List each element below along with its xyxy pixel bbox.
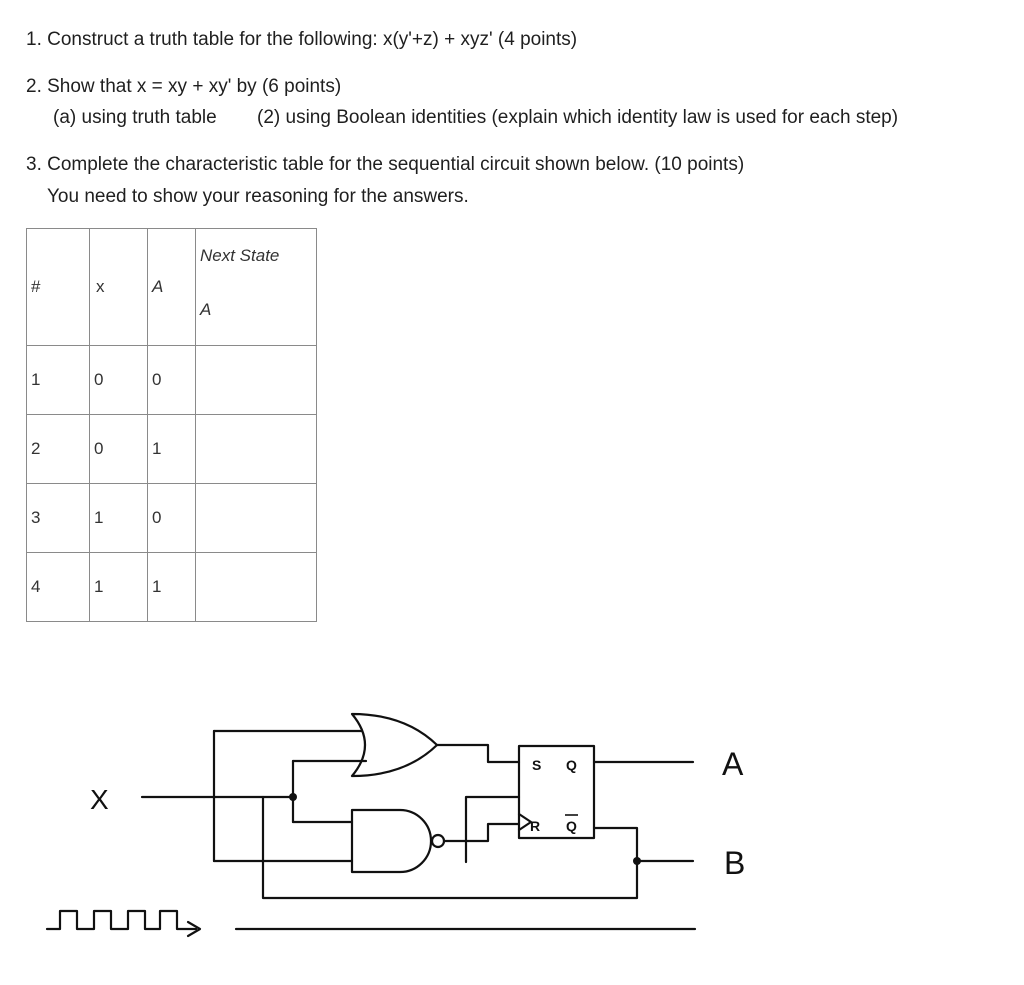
question-2-part-2: (2) using Boolean identities (explain which identity law is used for each step): [257, 107, 899, 128]
ff-s-label: S: [532, 757, 542, 773]
and-gate-inversion-bubble: [432, 835, 444, 847]
question-3: 3. Complete the characteristic table for the sequential circuit shown below. (10 points): [26, 154, 745, 175]
ff-r-label: R: [530, 818, 541, 834]
question-3-note: You need to show your reasoning for the answers.: [47, 186, 469, 207]
output-a-label: A: [722, 746, 744, 782]
row-num: 3: [27, 484, 90, 553]
row-a: 1: [148, 415, 196, 484]
question-1: 1. Construct a truth table for the following: x(y'+z) + xyz' (4 points): [26, 29, 578, 50]
output-b-label: B: [724, 845, 746, 881]
next-state-title: Next State: [200, 246, 280, 265]
ff-q-label: Q: [566, 757, 577, 773]
input-x-label: X: [90, 784, 109, 815]
row-num: 1: [27, 346, 90, 415]
next-state-a: A: [200, 300, 212, 319]
or-gate: [352, 714, 437, 776]
question-2-part-a: (a) using truth table: [53, 107, 217, 128]
row-x: 1: [90, 484, 148, 553]
clock-pulse-icon: [47, 911, 196, 929]
header-x-label: x: [96, 277, 105, 296]
row-a: 1: [148, 553, 196, 622]
ff-qbar-label: Q: [566, 818, 577, 834]
row-a: 0: [148, 484, 196, 553]
row-x: 1: [90, 553, 148, 622]
row-x: 0: [90, 415, 148, 484]
row-a: 0: [148, 346, 196, 415]
row-num: 2: [27, 415, 90, 484]
row-num: 4: [27, 553, 90, 622]
row-x: 0: [90, 346, 148, 415]
wires: [142, 731, 695, 929]
and-gate: [352, 810, 431, 872]
question-2: 2. Show that x = xy + xy' by (6 points): [26, 76, 342, 97]
header-a: A: [148, 229, 196, 346]
header-num: #: [27, 229, 90, 346]
